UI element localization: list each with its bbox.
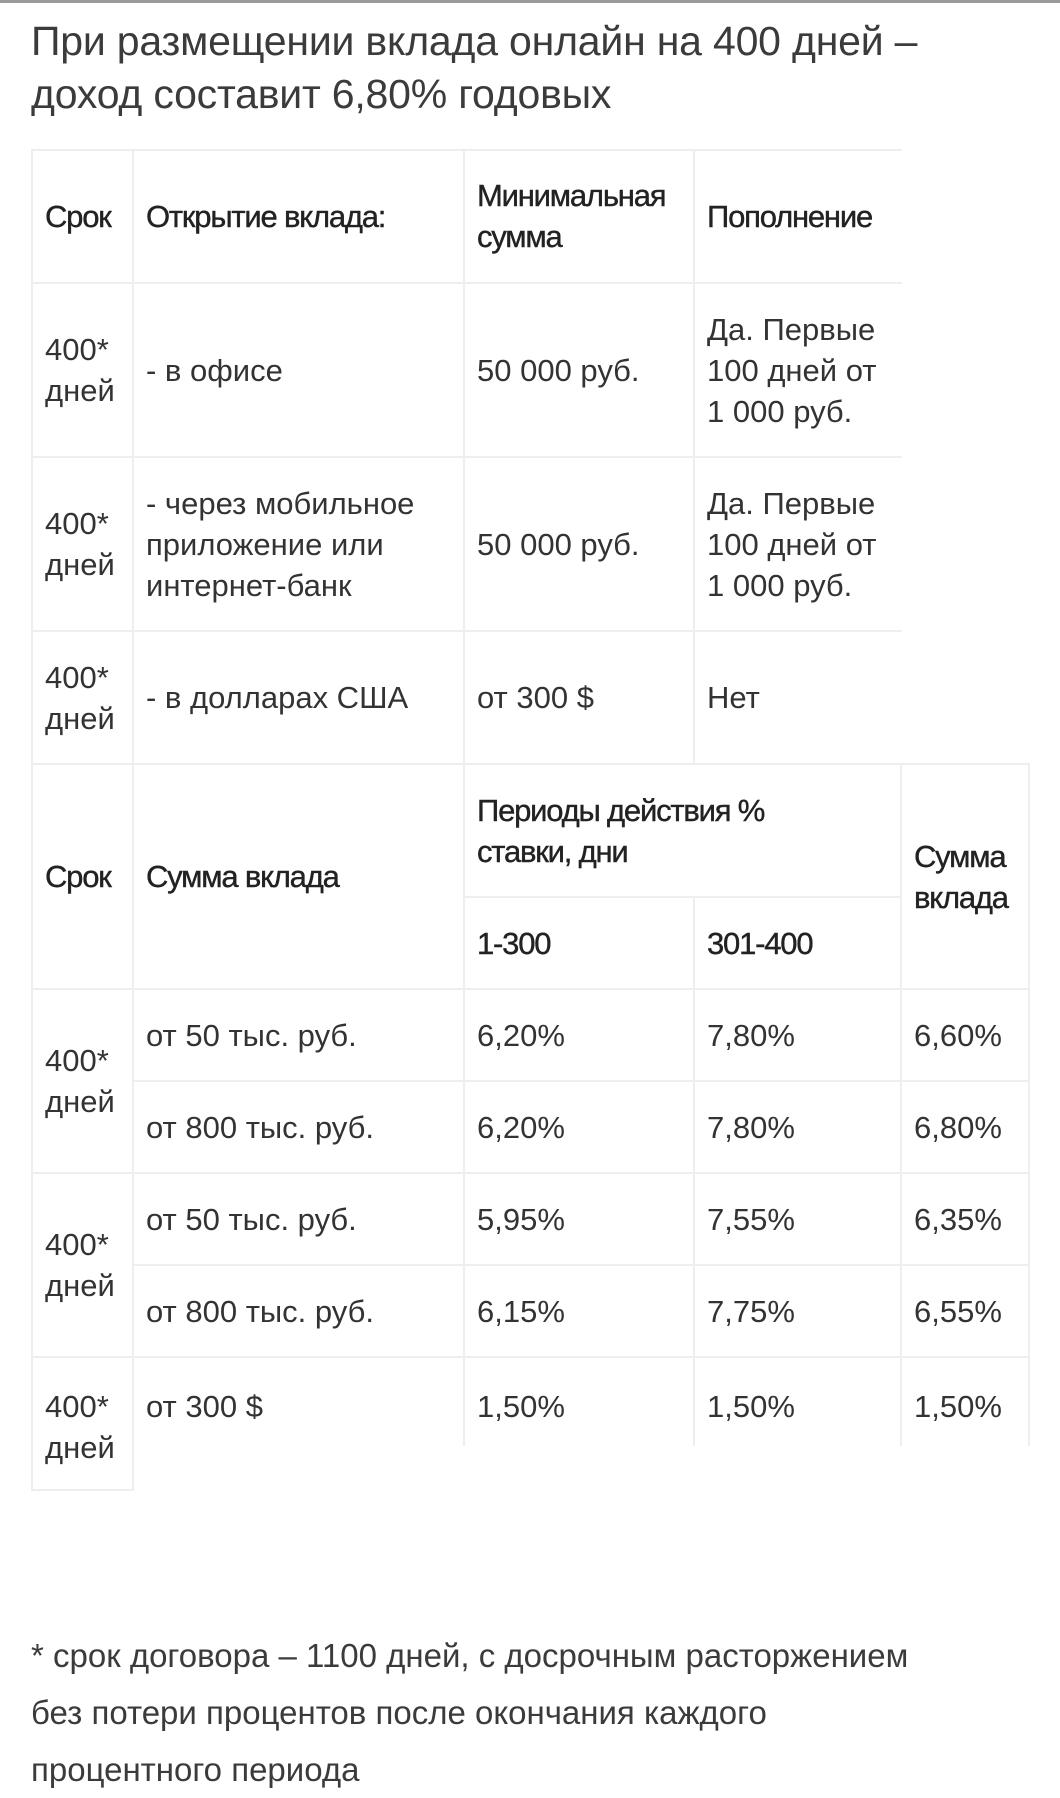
term-cell: 400* дней: [45, 1227, 115, 1303]
rate-cell: 6,20%: [477, 1109, 565, 1145]
total-rate-cell: 6,80%: [914, 1109, 1002, 1145]
min-sum-value: 50 000 руб.: [477, 352, 640, 388]
rate-cell: 6,20%: [477, 1017, 565, 1053]
heading-line-2: доход составит 6,80% годовых: [31, 71, 612, 117]
table1-header-opening: Открытие вклада:: [146, 198, 386, 234]
rate-cell: 1,50%: [707, 1389, 795, 1424]
total-rate-cell: 6,55%: [914, 1293, 1002, 1329]
rate-cell: 5,95%: [477, 1201, 565, 1237]
table1-header-min-sum: Минимальная сумма: [477, 178, 666, 254]
amount-cell: от 50 тыс. руб.: [146, 1017, 357, 1053]
table2-row-divider: [31, 1356, 1030, 1358]
amount-cell: от 800 тыс. руб.: [146, 1293, 375, 1329]
amount-cell: от 50 тыс. руб.: [146, 1201, 357, 1237]
replenish-value: Нет: [707, 680, 760, 715]
table2-border-bottom: [31, 1489, 134, 1491]
amount-cell: от 300 $: [146, 1389, 263, 1424]
page-heading: [31, 15, 1031, 121]
top-divider: [0, 0, 1060, 3]
total-rate-cell: 6,60%: [914, 1017, 1002, 1053]
min-sum-value: от 300 $: [477, 680, 594, 715]
total-rate-cell: 6,35%: [914, 1201, 1002, 1237]
table2-header-period-2: 301-400: [707, 925, 813, 961]
heading-line-1: При размещении вклада онлайн на 400 дней –: [31, 18, 918, 64]
total-rate-cell: 1,50%: [914, 1389, 1002, 1424]
min-sum-value: 50 000 руб.: [477, 526, 640, 562]
footnote-line-1: * срок договора – 1100 дней, с досрочным расторжением: [31, 1637, 909, 1674]
table2-col-divider: [1028, 763, 1030, 1446]
table2-header-total: Сумма вклада: [914, 838, 1008, 915]
table2-header-periods: Периоды действия % ставки, дни: [477, 792, 765, 869]
replenish-value: Да. Первые 100 дней от 1 000 руб.: [707, 485, 877, 603]
footnote-line-3: процентного периода: [31, 1751, 360, 1788]
table-row: 400* дней: [45, 506, 115, 582]
rate-cell: 7,80%: [707, 1109, 795, 1145]
term-cell: 400* дней: [45, 1389, 115, 1465]
opening-method: - через мобильное приложение или интернет-банк: [146, 485, 415, 603]
rate-cell: 7,75%: [707, 1293, 795, 1329]
table2-header-term: Срок: [45, 859, 111, 894]
table1-header-term: Срок: [45, 198, 111, 234]
table2-header-amount: Сумма вклада: [146, 859, 339, 894]
opening-method: - в долларах США: [146, 680, 409, 715]
table2-header-period-1: 1-300: [477, 925, 551, 961]
rate-cell: 7,80%: [707, 1017, 795, 1053]
rate-cell: 6,15%: [477, 1293, 565, 1329]
table1-header-replenish: Пополнение: [707, 198, 872, 234]
amount-cell: от 800 тыс. руб.: [146, 1109, 375, 1145]
footnote: [31, 1627, 1041, 1798]
term-cell: 400* дней: [45, 1043, 115, 1119]
opening-method: - в офисе: [146, 352, 283, 388]
table-row: 400* дней: [45, 659, 115, 736]
table-row: 400* дней: [45, 332, 115, 408]
footnote-line-2: без потери процентов после окончания каждого: [31, 1694, 767, 1731]
replenish-value: Да. Первые 100 дней от 1 000 руб.: [707, 311, 877, 429]
rate-cell: 7,55%: [707, 1201, 795, 1237]
rate-cell: 1,50%: [477, 1389, 565, 1424]
